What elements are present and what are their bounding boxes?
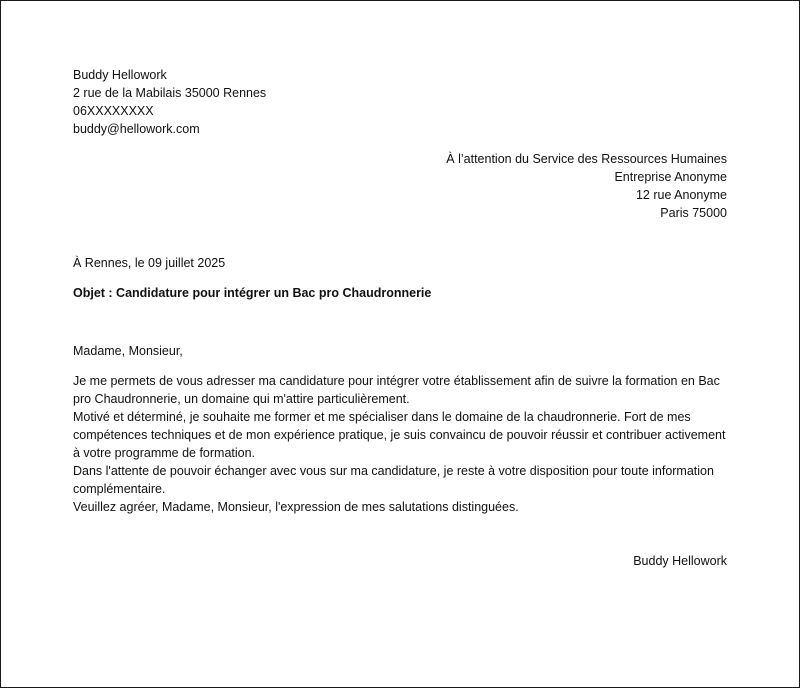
letter-greeting <box>73 342 727 360</box>
subject-text: Objet : Candidature pour intégrer un Bac pro Chaudronnerie <box>73 286 432 300</box>
recipient-attention: À l’attention du Service des Ressources Humaines <box>446 152 727 166</box>
letter-content <box>73 66 727 570</box>
letter-closing <box>73 498 727 516</box>
recipient-company: Entreprise Anonyme <box>614 170 727 184</box>
recipient-city: Paris 75000 <box>660 206 727 220</box>
recipient-street: 12 rue Anonyme <box>635 188 727 202</box>
letter-date <box>73 254 727 272</box>
closing-text: Veuillez agréer, Madame, Monsieur, l'expression de mes salutations distinguées. <box>73 500 519 514</box>
sender-name: Buddy Hellowork <box>73 68 167 82</box>
sender-email: buddy@hellowork.com <box>73 122 200 136</box>
recipient-block <box>73 150 727 222</box>
letter-subject <box>73 284 727 302</box>
signature-text: Buddy Hellowork <box>633 554 727 568</box>
letter-body <box>73 372 727 498</box>
sender-block <box>73 66 727 138</box>
sender-phone: 06XXXXXXXX <box>73 104 154 118</box>
body-paragraph-2: Motivé et déterminé, je souhaite me former et me spécialiser dans le domaine de la chaudronnerie. Fort de mes compétences techniques et de mon expérience pratique, je suis convaincu de pouvoir réussir et contribuer activement à votre programme de formation. <box>73 410 726 460</box>
body-paragraph-1: Je me permets de vous adresser ma candidature pour intégrer votre établissement afin de suivre la formation en Bac pro Chaudronnerie, un domaine qui m'attire particulièrement. <box>73 374 720 406</box>
letter-signature <box>73 552 727 570</box>
greeting-text: Madame, Monsieur, <box>73 344 183 358</box>
date-text: À Rennes, le 09 juillet 2025 <box>73 256 226 270</box>
body-paragraph-3: Dans l'attente de pouvoir échanger avec vous sur ma candidature, je reste à votre disposition pour toute information complémentaire. <box>73 464 714 496</box>
sender-address: 2 rue de la Mabilais 35000 Rennes <box>73 86 267 100</box>
